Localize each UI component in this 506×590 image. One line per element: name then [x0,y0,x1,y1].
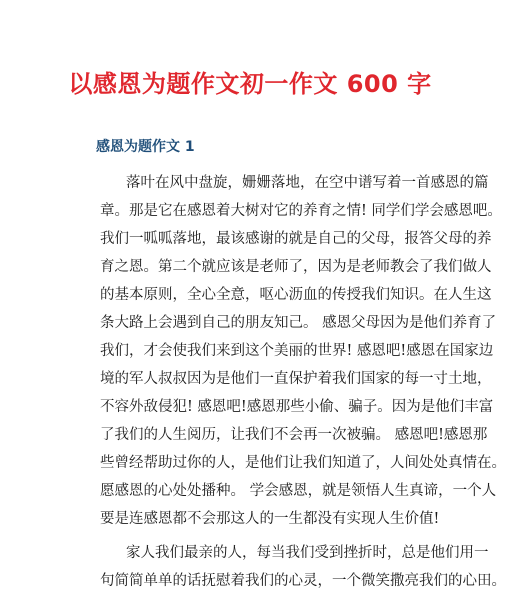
paragraph-line: 境的军人叔叔因为是他们一直保护着我们国家的每一寸土地， [100,371,492,387]
paragraph-line: 条大路上会遇到自己的朋友知己。 感恩父母因为是他们养育了 [100,315,497,331]
paragraph-line: 些曾经帮助过你的人，是他们让我们知道了，人间处处真情在。 [100,455,506,471]
paragraph-line: 我们，才会使我们来到这个美丽的世界! 感恩吧!感恩在国家边 [100,343,494,359]
document-title: 以感恩为题作文初一作文 600 字 [68,70,432,98]
paragraph-line: 我们一呱呱落地，最该感谢的就是自己的父母，报答父母的养 [100,231,492,247]
paragraph-line: 要是连感恩都不会那这人的一生都没有实现人生价值! [100,511,440,527]
paragraph-line: 愿感恩的心处处播种。 学会感恩，就是领悟人生真谛，一个人 [100,483,497,499]
paragraph-line: 育之恩。第二个就应该是老师了，因为是老师教会了我们做人 [100,259,492,275]
section-heading: 感恩为题作文 1 [96,139,195,155]
paragraph-line: 了我们的人生阅历，让我们不会再一次被骗。 感恩吧!感恩那 [100,427,488,443]
paragraph-line: 句简简单单的话抚慰着我们的心灵，一个微笑撒亮我们的心田。 [100,573,506,589]
paragraph-line: 不容外敌侵犯! 感恩吧!感恩那些小偷、骗子。因为是他们丰富 [100,399,494,415]
paragraph-line: 的基本原则，全心全意，呕心沥血的传授我们知识。在人生这 [100,287,492,303]
paragraph-line: 落叶在风中盘旋，姗姗落地，在空中谱写着一首感恩的篇 [126,175,489,191]
paragraph-line: 章。那是它在感恩着大树对它的养育之情! 同学们学会感恩吧。 [100,203,502,219]
paragraph-line: 家人我们最亲的人，每当我们受到挫折时，总是他们用一 [126,545,489,561]
